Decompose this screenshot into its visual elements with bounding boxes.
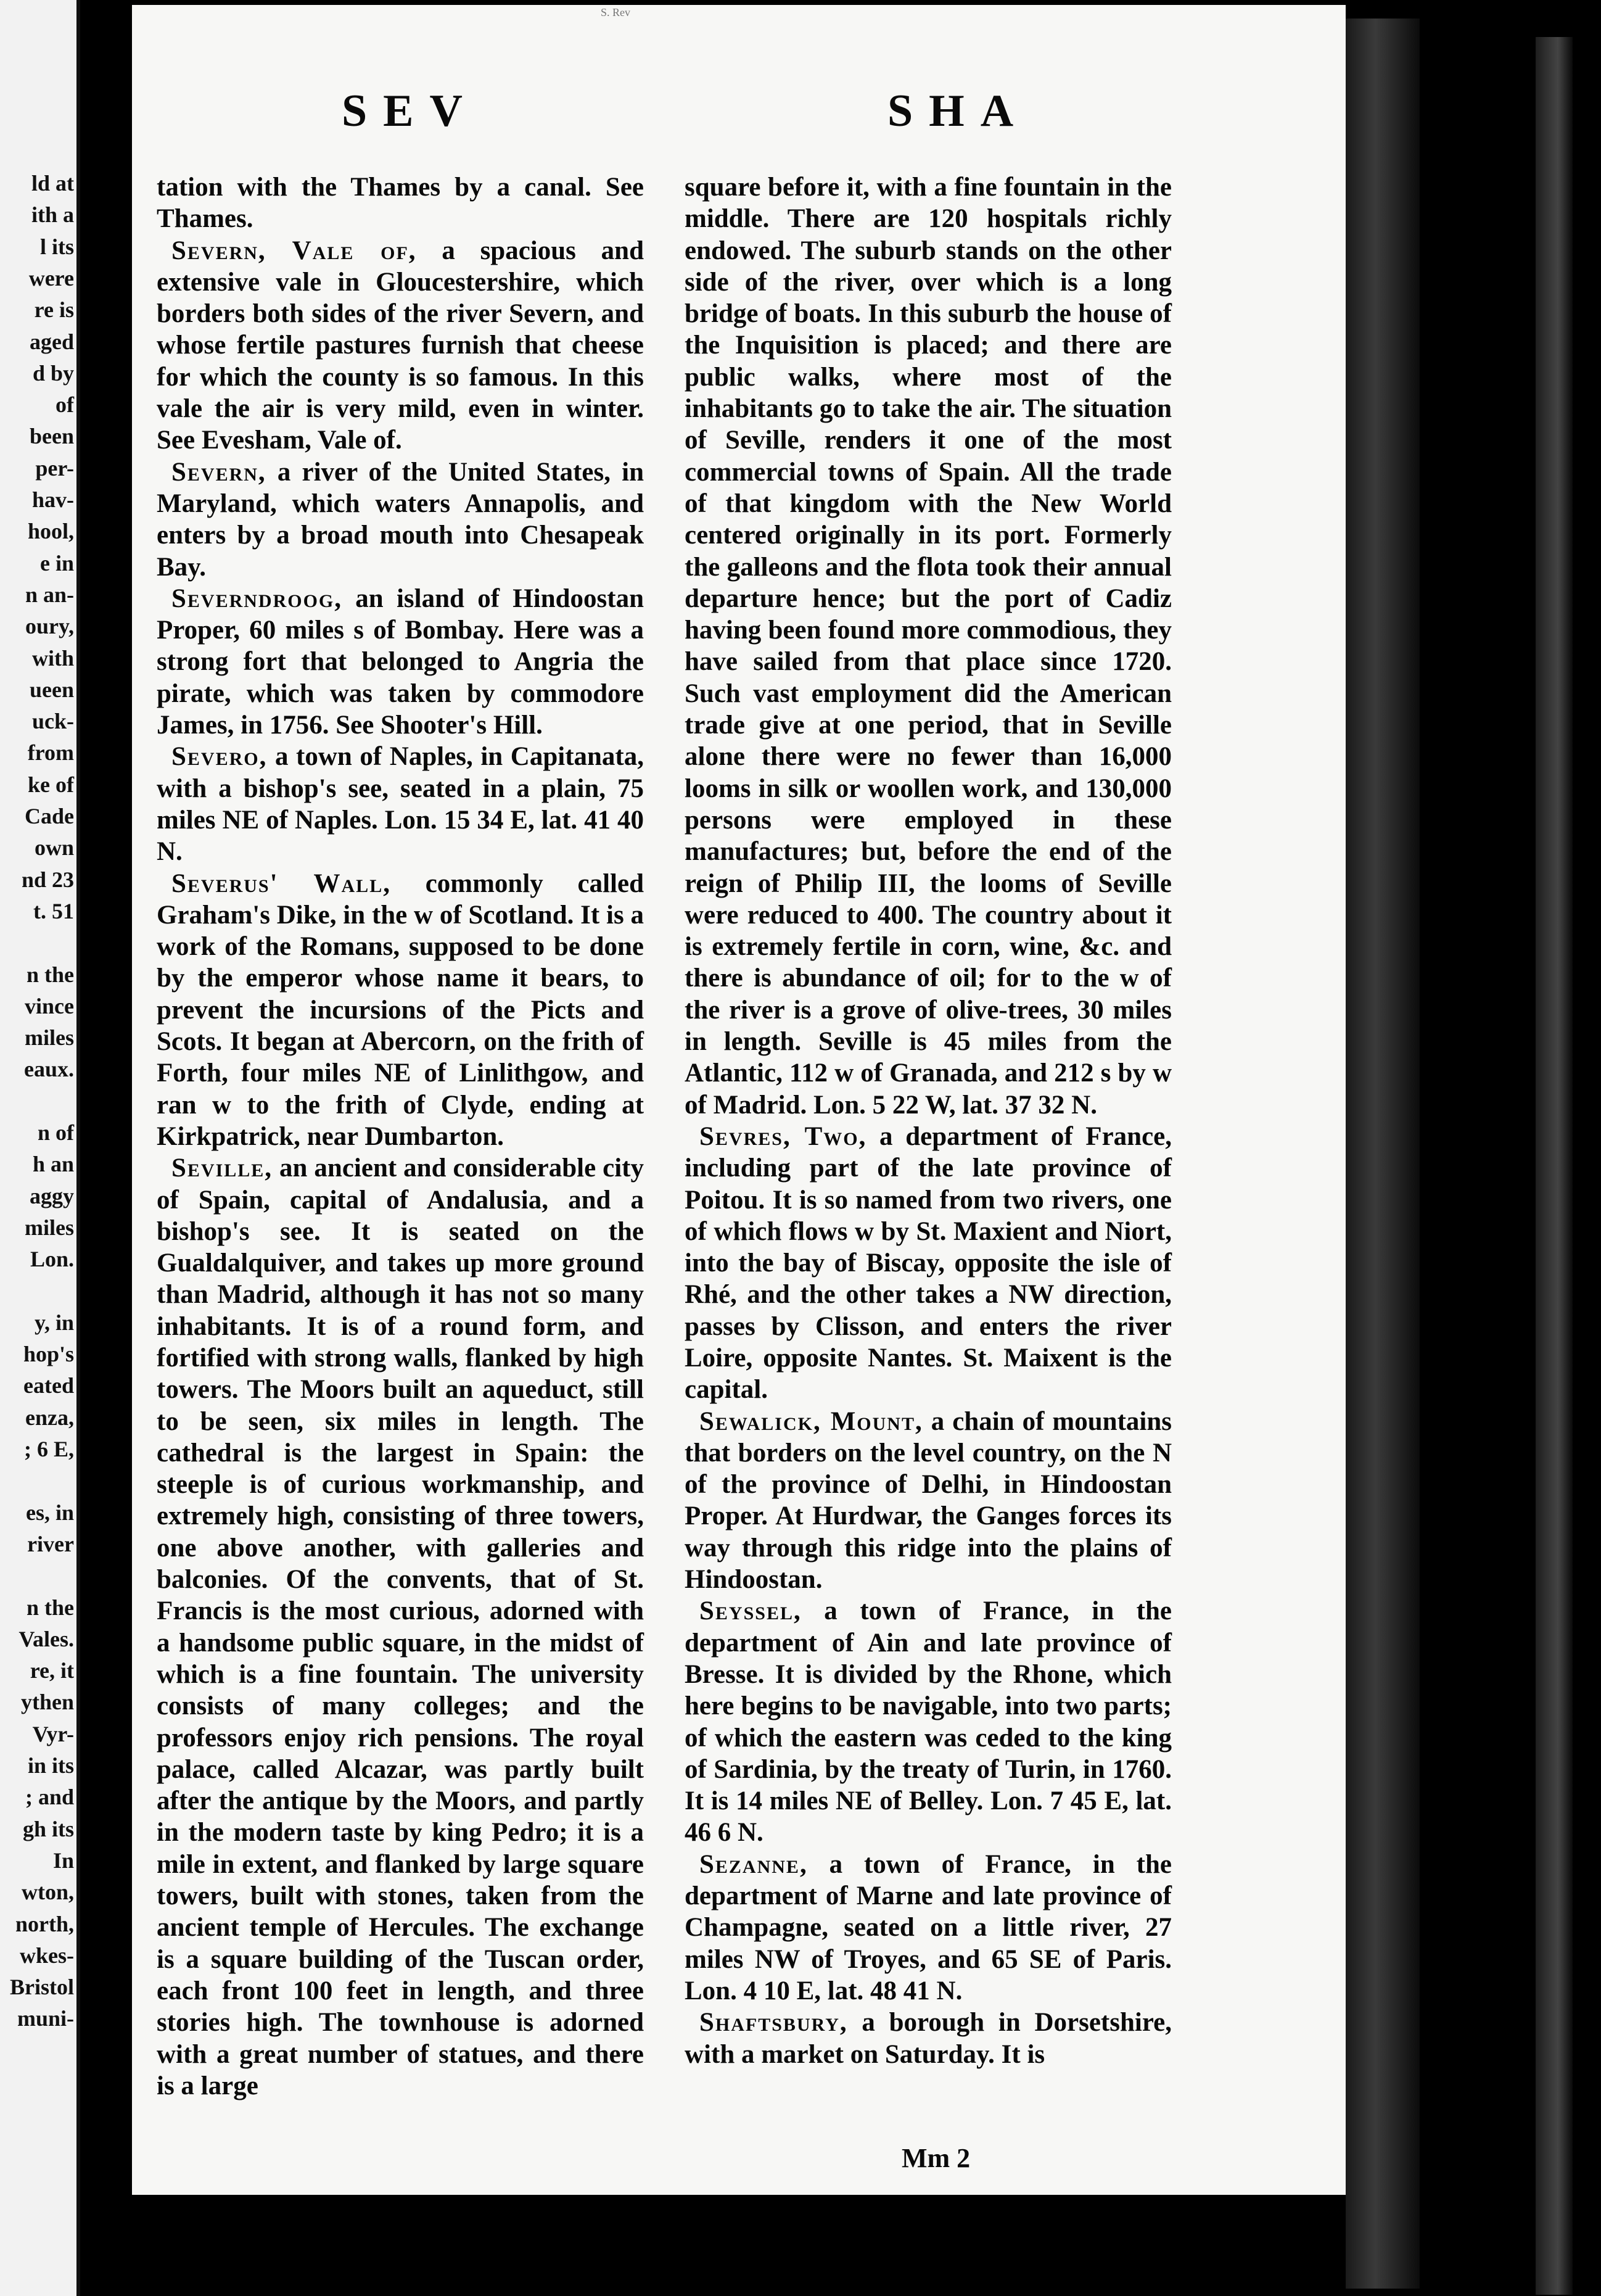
facing-page-line-fragment: from xyxy=(27,740,74,766)
entry-term: Severus' Wall, xyxy=(171,869,391,898)
entry-term: Seyssel, xyxy=(699,1596,802,1626)
facing-page-line-fragment: north, xyxy=(15,1911,74,1936)
facing-page-line-fragment: y, in xyxy=(34,1310,74,1335)
signature-mark: Mm 2 xyxy=(902,2143,971,2173)
entry-paragraph xyxy=(157,868,644,1153)
facing-page-line-fragment: ith a xyxy=(31,202,74,228)
facing-page-line-fragment: n the xyxy=(26,1595,74,1620)
facing-page-line-fragment: In xyxy=(52,1848,74,1873)
entry-term: Severn, Vale of, xyxy=(171,236,417,265)
facing-page-line-fragment: own xyxy=(34,835,74,861)
facing-page-line-fragment: Vyr- xyxy=(32,1721,74,1746)
entry-term: Sezanne, xyxy=(699,1849,808,1879)
facing-page-line-fragment: muni- xyxy=(17,2006,74,2031)
entry-text: an ancient and considerable city of Spain, capital of Andalusia, and a bishop's see. It is seated on the Gualdalquiver, and takes up more ground than Madrid, although it has not so many inhabitants. It is of a round form, and fortified with strong walls, flanked by high towers. The Moors built an aqueduct, still to be seen, six miles in length. The cathedral is the largest in Spain: the steeple is of curious workmanship, and extremely high, consisting of three towers, one above another, with galleries and balconies. Of the convents, that of St. Francis is the most curious, adorned with a handsome public square, in the midst of which is a fine fountain. The university consists of many colleges; and the professors enjoy rich pensions. The royal palace, called Alcazar, was partly built after the antique by the Moors, and partly in the modern taste by king Pedro; it is a mile in extent, and flanked by large square towers, built with stones, taken from the ancient temple of Hercules. The exchange is a square building of the Tuscan order, each front 100 feet in length, and three stories high. The townhouse is adorned with a great number of statues, and there is a large xyxy=(157,1154,644,2100)
entry-term: Seville, xyxy=(171,1154,273,1183)
entry-paragraph xyxy=(685,1121,1172,1406)
facing-page-line-fragment: Bristol xyxy=(10,1975,74,2000)
running-head-left: SEV xyxy=(342,86,479,136)
page-edge-shadow xyxy=(1346,19,1420,2289)
entry-text: a town of France, in the department of Marne and late province of Champagne, seated on a little river, 27 miles NW of Troyes, and 65 SE of Paris. Lon. 4 10 E, lat. 48 41 N. xyxy=(685,1849,1172,2005)
entry-term: Sevres, Two, xyxy=(699,1121,867,1151)
facing-page-line-fragment: ld at xyxy=(31,171,74,196)
running-head-right: SHA xyxy=(887,86,1030,136)
facing-page-line-fragment: ; 6 E, xyxy=(24,1437,74,1461)
facing-page-line-fragment: with xyxy=(31,645,74,671)
facing-page-line-fragment: hop's xyxy=(23,1342,74,1367)
facing-page-line-fragment: l its xyxy=(39,234,74,259)
facing-page-line-fragment: miles xyxy=(25,1215,74,1240)
entry-paragraph xyxy=(685,1595,1172,1848)
facing-page-line-fragment: d by xyxy=(32,360,74,386)
facing-page-line-fragment: e in xyxy=(39,550,74,576)
facing-page-line-fragment: aged xyxy=(30,329,74,354)
facing-page-line-fragment: eated xyxy=(23,1373,74,1398)
facing-page-line-fragment: Lon. xyxy=(30,1247,74,1272)
facing-page-line-fragment: river xyxy=(27,1531,74,1556)
entry-paragraph xyxy=(157,171,644,235)
facing-page-line-fragment: Vales. xyxy=(19,1626,74,1651)
facing-page-line-fragment: were xyxy=(28,265,74,291)
entry-text: a river of the United States, in Maryland, which waters Annapolis, and enters by a broad mouth into Chesapeak Bay. xyxy=(157,457,644,582)
entry-paragraph xyxy=(685,171,1172,1121)
entry-text: a spacious and extensive vale in Gloucestershire, which borders both sides of the river Severn, and whose fertile pastures furnish that cheese for which the county is so famous. In this vale the air is very mild, even in winter. See Evesham, Vale of. xyxy=(157,236,644,455)
facing-page-line-fragment: uck- xyxy=(31,709,74,734)
entry-term: Severo, xyxy=(171,742,268,772)
book-page xyxy=(132,5,1346,2195)
facing-page-line-fragment: eaux. xyxy=(24,1057,74,1082)
facing-page-line-fragment: been xyxy=(30,424,74,449)
facing-page-line-fragment: n an- xyxy=(25,582,74,607)
text-column-left xyxy=(157,171,644,2102)
entry-paragraph xyxy=(685,1406,1172,1596)
facing-page-line-fragment: wkes- xyxy=(20,1943,74,1968)
entry-paragraph xyxy=(157,235,644,456)
entry-term: Severndroog, xyxy=(171,584,343,613)
entry-text: a department of France, including part of the late province of Poitou. It is so named from two rivers, one of which flows w by St. Maxient and Niort, into the bay of Biscay, opposite the isle of Rhé, and the other takes a NW direction, passes by Clisson, and enters the river Loire, opposite Nantes. St. Maixent is the capital. xyxy=(685,1121,1172,1405)
top-stamp: S. Rev xyxy=(601,6,631,19)
facing-page-line-fragment: gh its xyxy=(22,1816,74,1841)
facing-page-line-fragment: wton, xyxy=(21,1880,74,1905)
facing-page-line-fragment: h an xyxy=(32,1152,74,1177)
entry-term: Shaftsbury, xyxy=(699,2008,848,2038)
facing-page-line-fragment: re, it xyxy=(30,1658,74,1683)
entry-text: tation with the Thames by a canal. See Thames. xyxy=(157,173,644,234)
entry-text: a chain of mountains that borders on the level country, on the N of the province of Delhi, in Hindoostan Proper. At Hurdwar, the Ganges forces its way through this ridge into the plains of Hindoostan. xyxy=(685,1406,1172,1595)
entry-paragraph xyxy=(157,456,644,583)
facing-page-line-fragment: per- xyxy=(35,455,74,481)
facing-page-line-fragment: in its xyxy=(27,1753,74,1778)
facing-page-line-fragment: miles xyxy=(25,1025,74,1051)
entry-text: square before it, with a fine fountain in the middle. There are 120 hospitals richly endowed. The suburb stands on the other side of the river, over which is a long bridge of boats. In this suburb the house of the Inquisition is placed; and there are public walks, where most of the inhabitants go to take the air. The situation of Seville, renders it one of the most commercial towns of Spain. All the trade of that kingdom with the New World centered originally in its port. Formerly the galleons and the flota took their annual departure hence; but the port of Cadiz having been found more commodious, they have sailed from that place since 1720. Such vast employment did the American trade give at one period, that in Seville alone there were no fewer than 16,000 looms in silk or woollen work, and 130,000 persons were employed in these manufactures; but, before the end of the reign of Philip III, the looms of Seville were reduced to 400. The country about it is extremely fertile in corn, wine, &c. and there is abundance of oil; for to the w of the river is a grove of olive-trees, 30 miles in length. Seville is 45 miles from the Atlantic, 112 w of Granada, and 212 s by w of Madrid. Lon. 5 22 W, lat. 37 32 N. xyxy=(685,173,1172,1120)
entry-paragraph xyxy=(157,741,644,867)
facing-page-line-fragment: hav- xyxy=(31,487,74,512)
entry-text: an island of Hindoostan Proper, 60 miles s of Bombay. Here was a strong fort that belonged to Angria the pirate, which was taken by commodore James, in 1756. See Shooter's Hill. xyxy=(157,584,644,740)
facing-page-line-fragment: nd 23 xyxy=(21,867,74,892)
entry-text: a town of Naples, in Capitanata, with a bishop's see, seated in a plain, 75 miles NE of Naples. Lon. 15 34 E, lat. 41 40 N. xyxy=(157,742,644,867)
facing-page-line-fragment: es, in xyxy=(25,1500,74,1525)
entry-paragraph xyxy=(685,1849,1172,2007)
entry-term: Sewalick, Mount, xyxy=(699,1406,923,1436)
entry-text: a borough in Dorsetshire, with a market on Saturday. It is xyxy=(685,2008,1172,2069)
text-column-right xyxy=(685,171,1172,2070)
book-block-edge xyxy=(1536,37,1573,2295)
facing-page-line-fragment: enza, xyxy=(25,1405,74,1430)
facing-page-line-fragment: oury, xyxy=(25,614,74,639)
facing-page-line-fragment: ythen xyxy=(20,1690,74,1715)
facing-page-line-fragment: ke of xyxy=(28,772,74,797)
facing-page-line-fragment: re is xyxy=(34,297,74,323)
facing-page-line-fragment: ueen xyxy=(30,677,74,702)
facing-page-fragment xyxy=(0,0,80,2296)
facing-page-line-fragment: ; and xyxy=(25,1785,74,1810)
facing-page-line-fragment: n of xyxy=(37,1120,74,1145)
entry-term: Severn, xyxy=(171,457,266,487)
facing-page-line-fragment: vince xyxy=(25,993,74,1018)
facing-page-line-fragment: hool, xyxy=(27,519,74,544)
facing-page-line-fragment: of xyxy=(56,392,74,418)
facing-page-line-fragment: Cade xyxy=(25,804,74,828)
facing-page-line-fragment: aggy xyxy=(30,1183,74,1208)
facing-page-line-fragment: n the xyxy=(26,962,74,987)
entry-paragraph xyxy=(685,2007,1172,2070)
entry-paragraph xyxy=(157,1152,644,2102)
entry-paragraph xyxy=(157,583,644,741)
entry-text: a town of France, in the department of Ain and late province of Bresse. It is divided by the Rhone, which here begins to be navigable, into two parts; of which the eastern was ceded to the king of Sardinia, by the treaty of Turin, in 1760. It is 14 miles NE of Belley. Lon. 7 45 E, lat. 46 6 N. xyxy=(685,1596,1172,1848)
entry-text: commonly called Graham's Dike, in the w of Scotland. It is a work of the Romans, supposed to be done by the emperor whose name it bears, to prevent the incursions of the Picts and Scots. It began at Abercorn, on the frith of Forth, four miles NE of Linlithgow, and ran w to the frith of Clyde, ending at Kirkpatrick, near Dumbarton. xyxy=(157,869,644,1151)
facing-page-line-fragment: t. 51 xyxy=(33,898,74,923)
